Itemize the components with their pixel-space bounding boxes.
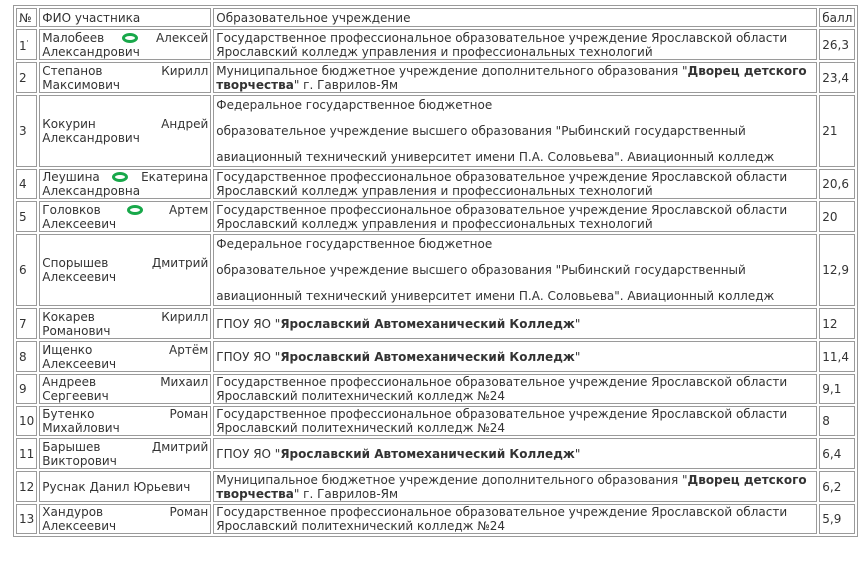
table-row [16, 234, 855, 306]
row-number: 2 [16, 62, 37, 93]
table-row [16, 406, 855, 436]
score: 21 [819, 95, 855, 167]
row-number: 6 [16, 234, 37, 306]
table-row [16, 62, 855, 93]
table-row [16, 201, 855, 232]
row-number: 4 [16, 169, 37, 199]
row-number: 11 [16, 438, 37, 469]
surname: Барышев [42, 439, 101, 454]
header-name: ФИО участника [39, 8, 211, 27]
surname: Бутенко [42, 407, 95, 421]
table-row [16, 95, 855, 167]
score: 26,3 [819, 29, 855, 60]
surname: Спорышев [42, 256, 109, 270]
patronymic: Александрович [42, 131, 140, 145]
first-name: Дмитрий [151, 439, 209, 454]
surname: Кокарев [42, 309, 95, 324]
row-number: 9 [16, 374, 37, 404]
score: 9,1 [819, 374, 855, 404]
institution: Муниципальное бюджетное учреждение дополнительного образования "Дворец детского творчества" г. Гаврилов-Ям [213, 471, 817, 502]
table-row [16, 29, 855, 60]
first-name: Роман [169, 407, 209, 421]
green-oval-mark-icon [127, 205, 143, 215]
patronymic: Романович [42, 323, 111, 338]
first-name: Артем [169, 202, 209, 217]
institution: Муниципальное бюджетное учреждение дополнительного образования "Дворец детского творчества" г. Гаврилов-Ям [213, 62, 817, 93]
participant-name [39, 169, 211, 199]
participant-name [39, 95, 211, 167]
participant-name [39, 406, 211, 436]
table-row [16, 341, 855, 372]
institution: ГПОУ ЯО "Ярославский Автомеханический Колледж" [213, 438, 817, 469]
participant-name [39, 438, 211, 469]
score: 20,6 [819, 169, 855, 199]
patronymic: Александрович [42, 44, 140, 59]
surname: Хандуров [42, 505, 104, 519]
surname: Андреев [42, 375, 97, 389]
table-row [16, 308, 855, 339]
surname: Степанов [42, 63, 103, 78]
score: 12 [819, 308, 855, 339]
patronymic: Михайлович [42, 421, 120, 435]
patronymic: Алексеевич [42, 270, 117, 284]
patronymic: Алексеевич [42, 519, 117, 533]
score: 20 [819, 201, 855, 232]
surname: Головков [42, 202, 101, 217]
row-number: 3 [16, 95, 37, 167]
header-score: балл [819, 8, 855, 27]
institution: Государственное профессиональное образовательное учреждение Ярославской области Ярославский колледж управления и профессиональных технологий [213, 201, 817, 232]
patronymic: Максимович [42, 77, 120, 92]
participant-name [39, 234, 211, 306]
header-row [16, 8, 855, 27]
first-name: Кирилл [161, 63, 209, 78]
row-number: 12 [16, 471, 37, 502]
surname: Леушина [42, 170, 100, 184]
score: 12,9 [819, 234, 855, 306]
patronymic: Алексеевич [42, 356, 117, 371]
participant-name [39, 308, 211, 339]
institution: Государственное профессиональное образовательное учреждение Ярославской области Ярославский политехнический колледж №24 [213, 374, 817, 404]
institution: Федеральное государственное бюджетное образовательное учреждение высшего образования "Рыбинский государственный авиационный технический университет имени П.А. Соловьева". Авиационный колледж [213, 234, 817, 306]
score: 6,2 [819, 471, 855, 502]
institution: Государственное профессиональное образовательное учреждение Ярославской области Ярославский политехнический колледж №24 [213, 504, 817, 534]
results-table [13, 5, 858, 537]
first-name: Михаил [160, 375, 209, 389]
first-name: Дмитрий [151, 256, 209, 270]
participant-name [39, 374, 211, 404]
institution: Государственное профессиональное образовательное учреждение Ярославской области Ярославский колледж управления и профессиональных технологий [213, 29, 817, 60]
header-institution: Образовательное учреждение [213, 8, 817, 27]
patronymic: Алексеевич [42, 216, 117, 231]
first-name: Роман [169, 505, 209, 519]
participant-name [39, 29, 211, 60]
institution: Федеральное государственное бюджетное образовательное учреждение высшего образования "Рыбинский государственный авиационный технический университет имени П.А. Соловьева". Авиационный колледж [213, 95, 817, 167]
participant-name [39, 62, 211, 93]
patronymic: Александровна [42, 184, 141, 198]
first-name: Кирилл [161, 309, 209, 324]
surname: Малобеев [42, 30, 105, 45]
table-row [16, 169, 855, 199]
green-oval-mark-icon [122, 33, 138, 43]
row-number: 7 [16, 308, 37, 339]
participant-name [39, 201, 211, 232]
institution: Государственное профессиональное образовательное учреждение Ярославской области Ярославский политехнический колледж №24 [213, 406, 817, 436]
participant-name [39, 504, 211, 534]
first-name: Екатерина [141, 170, 209, 184]
patronymic: Викторович [42, 453, 117, 468]
participant-name: Руснак Данил Юрьевич [39, 471, 211, 502]
score: 8 [819, 406, 855, 436]
table-row [16, 374, 855, 404]
institution: ГПОУ ЯО "Ярославский Автомеханический Колледж" [213, 308, 817, 339]
surname: Ищенко [42, 342, 93, 357]
header-num: № [16, 8, 37, 27]
institution: ГПОУ ЯО "Ярославский Автомеханический Колледж" [213, 341, 817, 372]
surname: Кокурин [42, 117, 96, 131]
row-number: 5 [16, 201, 37, 232]
first-name: Артём [169, 342, 209, 357]
score: 23,4 [819, 62, 855, 93]
first-name: Андрей [161, 117, 209, 131]
row-number: 1' [16, 29, 37, 60]
institution: Государственное профессиональное образовательное учреждение Ярославской области Ярославский колледж управления и профессиональных технологий [213, 169, 817, 199]
row-number: 13 [16, 504, 37, 534]
score: 6,4 [819, 438, 855, 469]
green-oval-mark-icon [112, 172, 128, 182]
table-row [16, 504, 855, 534]
participant-name [39, 341, 211, 372]
first-name: Алексей [155, 30, 209, 45]
table-row [16, 471, 855, 502]
row-number: 8 [16, 341, 37, 372]
score: 5,9 [819, 504, 855, 534]
row-number: 10 [16, 406, 37, 436]
table-row [16, 438, 855, 469]
patronymic: Сергеевич [42, 389, 109, 403]
score: 11,4 [819, 341, 855, 372]
